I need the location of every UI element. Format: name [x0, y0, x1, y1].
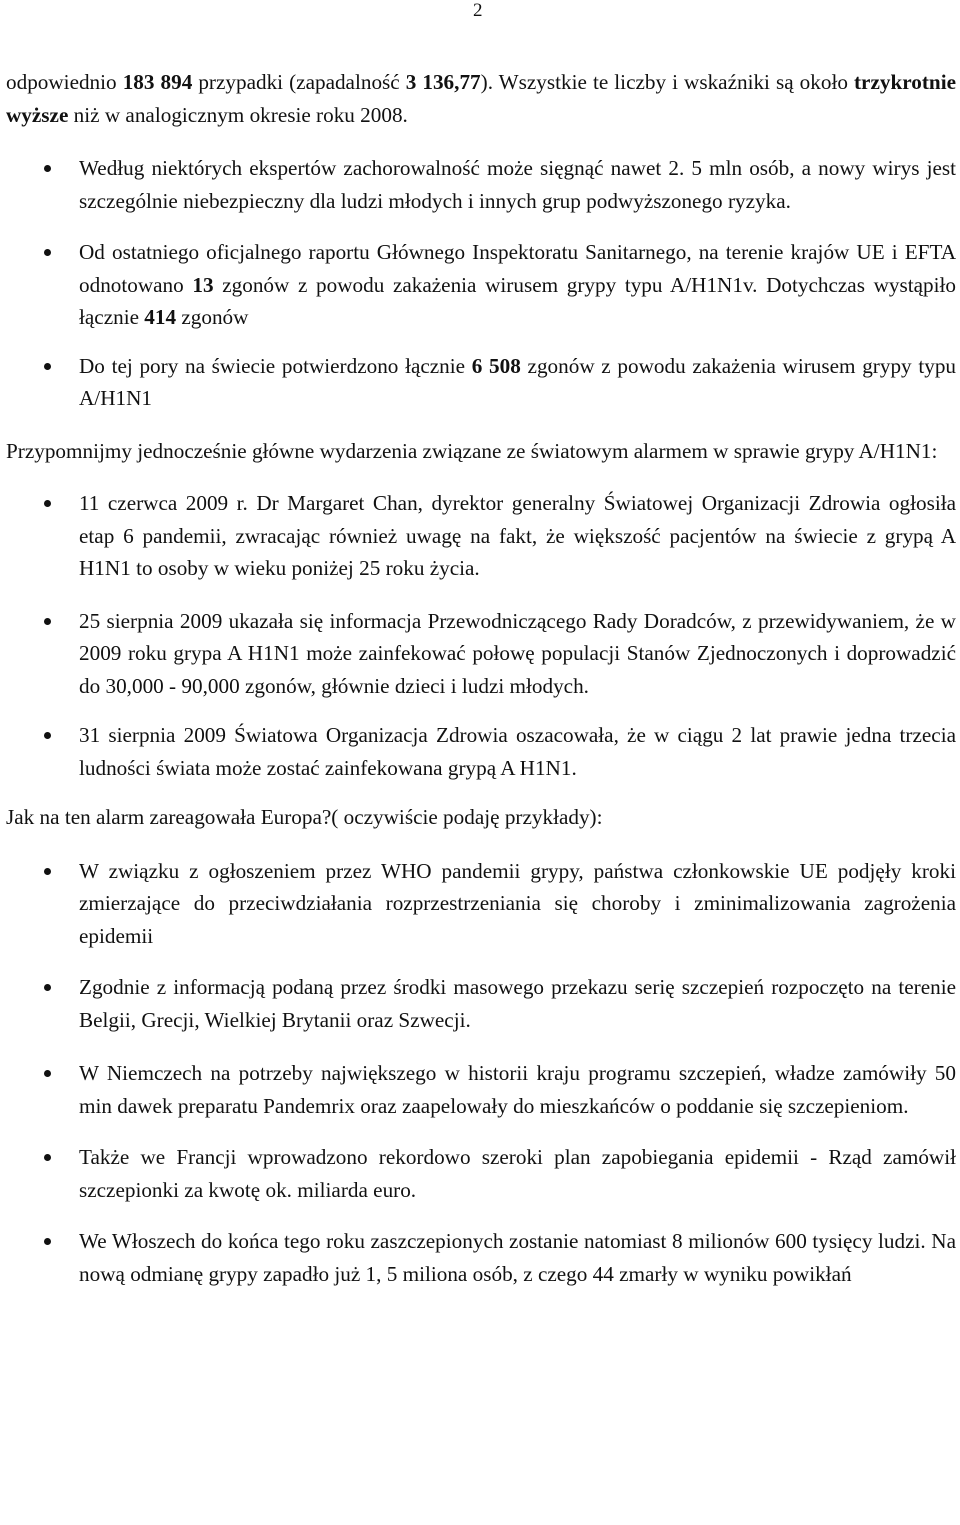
document-body	[6, 66, 956, 1290]
bullet-dot-icon	[44, 1238, 51, 1245]
bullet-dot-icon	[44, 868, 51, 875]
bold-text: 414	[144, 305, 177, 329]
bullet-item	[6, 855, 956, 953]
text-run: zgonów z powodu zakażenia wirusem grypy typu A/H1N1v. Dotychczas wystąpiło łącznie	[79, 272, 957, 329]
paragraph	[6, 801, 956, 834]
text-run: zgonów	[176, 305, 249, 329]
text-run: Od ostatniego oficjalnego raportu Głównego Inspektoratu Sanitarnego, na terenie krajów UE i EFTA odnotowano	[79, 240, 956, 297]
page-number: 2	[473, 0, 483, 21]
text-run: Do tej pory na świecie potwierdzono łącznie	[79, 353, 472, 378]
text-run: Przypomnijmy jednocześnie główne wydarzenia związane ze światowym alarmem w sprawie grypy A/H1N1:	[6, 438, 938, 463]
text-run: przypadki (zapadalność	[192, 70, 406, 94]
bullet-dot-icon	[44, 618, 51, 625]
bullet-item	[6, 1057, 956, 1122]
bullet-item	[6, 1141, 956, 1206]
bullet-dot-icon	[44, 1154, 51, 1161]
bullet-dot-icon	[44, 984, 51, 991]
text-run: 31 sierpnia 2009 Światowa Organizacja Zdrowia oszacowała, że w ciągu 2 lat prawie jedna trzecia ludności świata może zostać zainfekowana grypą A H1N1.	[79, 723, 956, 780]
text-run: Według niektórych ekspertów zachorowalność może sięgnąć nawet 2. 5 mln osób, a nowy wirys jest szczególnie niebezpieczny dla ludzi młodych i innych grup podwyższonego ryzyka.	[79, 156, 956, 213]
text-run: W Niemczech na potrzeby największego w historii kraju programu szczepień, władze zamówiły 50 min dawek preparatu Pandemrix oraz zaapelowały do mieszkańców o poddanie się szczepieniom.	[79, 1061, 956, 1118]
paragraph	[6, 66, 956, 131]
text-run: niż w analogicznym okresie roku 2008.	[68, 102, 408, 127]
text-run: W związku z ogłoszeniem przez WHO pandemii grypy, państwa członkowskie UE podjęły kroki zmierzające do przeciwdziałania rozprzestrzeniania się choroby i zminimalizowania zagrożenia epidemii	[79, 858, 956, 948]
text-run: Zgodnie z informacją podaną przez środki masowego przekazu serię szczepień rozpoczęto na terenie Belgii, Grecji, Wielkiej Brytanii oraz Szwecji.	[79, 975, 956, 1032]
text-run: 11 czerwca 2009 r. Dr Margaret Chan, dyrektor generalny Światowej Organizacji Zdrowia ogłosiła etap 6 pandemii, zwracając również uwagę na fakt, że większość pacjentów na świecie z grypą A H1N1 to osoby w wieku poniżej 25 roku życia.	[79, 491, 956, 580]
bullet-item	[6, 971, 956, 1036]
text-run: We Włoszech do końca tego roku zaszczepionych zostanie natomiast 8 milionów 600 tysięcy ludzi. Na nową odmianę grypy zapadło już 1, 5 miliona osób, z czego 44 zmarły w wyniku powikłań	[79, 1229, 956, 1286]
bullet-item	[6, 152, 956, 217]
bold-text: 13	[192, 272, 214, 297]
bullet-item	[6, 487, 956, 585]
bullet-dot-icon	[44, 1070, 51, 1077]
bullet-dot-icon	[44, 732, 51, 739]
bold-text: trzykrotnie wyższe	[6, 70, 956, 127]
bold-text: 183 894	[122, 70, 193, 94]
bullet-item	[6, 350, 956, 415]
paragraph	[6, 435, 956, 468]
bold-text: 3 136,77	[405, 70, 481, 94]
bullet-dot-icon	[44, 500, 51, 507]
text-run: Jak na ten alarm zareagowała Europa?( oczywiście podaję przykłady):	[6, 805, 603, 829]
bullet-dot-icon	[44, 249, 51, 256]
bullet-item	[6, 719, 956, 784]
bullet-item	[6, 605, 956, 703]
text-run: ). Wszystkie te liczby i wskaźniki są około	[480, 70, 854, 94]
text-run: odpowiednio	[6, 70, 123, 94]
bullet-item	[6, 236, 956, 334]
text-run: Także we Francji wprowadzono rekordowo szeroki plan zapobiegania epidemii - Rząd zamówił szczepionki za kwotę ok. miliarda euro.	[79, 1145, 956, 1202]
bullet-dot-icon	[44, 363, 51, 370]
bold-text: 6 508	[471, 353, 521, 378]
bullet-dot-icon	[44, 165, 51, 172]
text-run: 25 sierpnia 2009 ukazała się informacja Przewodniczącego Rady Doradców, z przewidywaniem, że w 2009 roku grypa A H1N1 może zainfekować połowę populacji Stanów Zjednoczonych i doprowadzić do 30,000 - 90,000 zgonów, głównie dzieci i ludzi młodych.	[79, 608, 956, 698]
text-run: zgonów z powodu zakażenia wirusem grypy typu A/H1N1	[79, 353, 957, 410]
bullet-item	[6, 1225, 956, 1290]
